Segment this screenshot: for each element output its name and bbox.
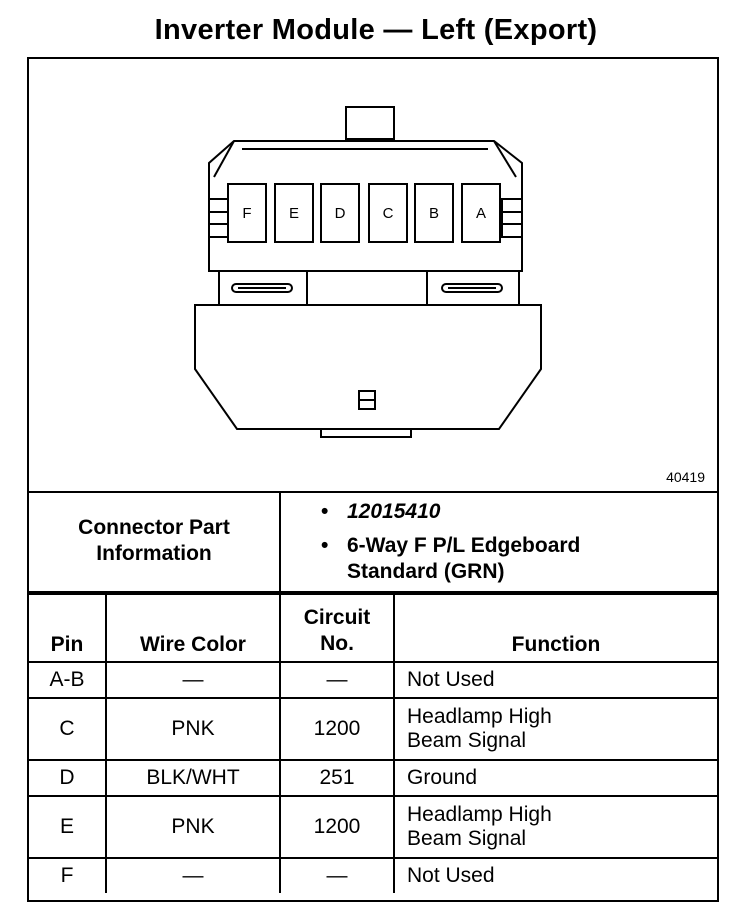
connector-info-values xyxy=(281,491,717,591)
pin-letter-c: C xyxy=(382,205,394,222)
function-cell: Ground xyxy=(394,760,717,796)
pin-cell: E xyxy=(29,796,106,858)
pin-letter-d: D xyxy=(334,205,346,222)
pin-letter-a: A xyxy=(475,205,487,222)
circuit-cell: — xyxy=(280,662,394,698)
wire-color-cell: PNK xyxy=(106,796,280,858)
pin-cell: D xyxy=(29,760,106,796)
figure-number: 40419 xyxy=(666,469,705,485)
wire-color-cell: — xyxy=(106,662,280,698)
pin-cell: A-B xyxy=(29,662,106,698)
circuit-cell: 1200 xyxy=(280,796,394,858)
part-number: 12015410 xyxy=(347,500,441,523)
connector-info xyxy=(29,491,717,593)
header-circuit-line1: Circuit xyxy=(303,606,371,629)
bullet-dot: • xyxy=(321,534,329,557)
description-line1: 6-Way F P/L Edgeboard xyxy=(347,534,581,557)
description-line2: Standard (GRN) xyxy=(347,560,505,583)
circuit-cell: — xyxy=(280,858,394,893)
header-function: Function xyxy=(394,594,717,662)
table-row xyxy=(29,698,717,760)
table-row xyxy=(29,858,717,893)
connector-label-line1: Connector Part xyxy=(78,516,230,539)
header-pin: Pin xyxy=(29,594,106,662)
circuit-cell: 1200 xyxy=(280,698,394,760)
pin-cell: F xyxy=(29,858,106,893)
function-cell: Headlamp High Beam Signal xyxy=(394,698,717,760)
pin-cell: C xyxy=(29,698,106,760)
pin-letter-f: F xyxy=(242,205,252,222)
pin-table xyxy=(29,593,717,893)
table-row xyxy=(29,796,717,858)
connector-info-label xyxy=(29,491,281,591)
connector-drawing xyxy=(29,59,717,491)
header-circuit-line2: No. xyxy=(320,632,354,655)
header-wire-color: Wire Color xyxy=(106,594,280,662)
pin-letter-b: B xyxy=(428,205,440,222)
header-circuit xyxy=(280,594,394,662)
pin-letter-e: E xyxy=(288,205,300,222)
wire-color-cell: BLK/WHT xyxy=(106,760,280,796)
connector-label-line2: Information xyxy=(96,542,212,565)
connector-sheet xyxy=(27,57,719,902)
bullet-dot: • xyxy=(321,500,329,523)
connector-diagram xyxy=(29,59,717,493)
page-title: Inverter Module — Left (Export) xyxy=(154,14,598,46)
table-row xyxy=(29,760,717,796)
wire-color-cell: — xyxy=(106,858,280,893)
function-cell: Not Used xyxy=(394,662,717,698)
function-cell: Not Used xyxy=(394,858,717,893)
wire-color-cell: PNK xyxy=(106,698,280,760)
function-cell: Headlamp High Beam Signal xyxy=(394,796,717,858)
circuit-cell: 251 xyxy=(280,760,394,796)
table-row xyxy=(29,662,717,698)
